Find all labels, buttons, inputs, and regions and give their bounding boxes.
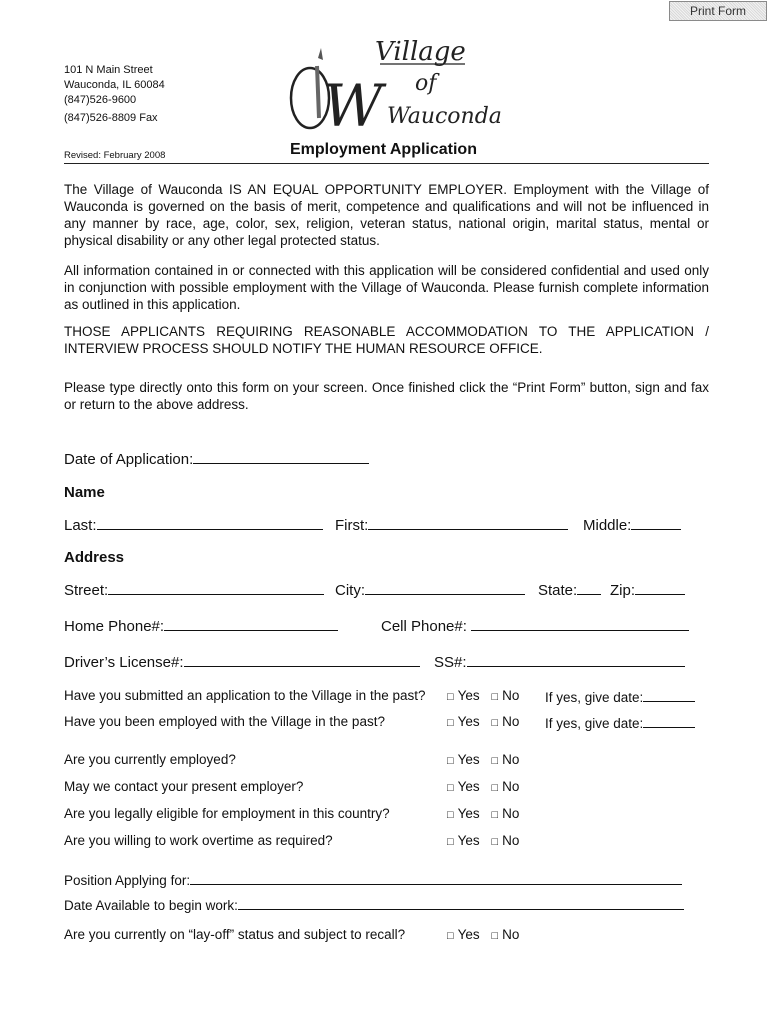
logo-village-text: Village [375, 37, 466, 67]
q-prior-application-date-input[interactable] [643, 688, 695, 702]
no-checkbox[interactable]: □ [491, 930, 499, 942]
title-divider [64, 163, 709, 164]
state-row [538, 579, 601, 599]
date-available-input[interactable] [238, 896, 684, 910]
state-input[interactable] [577, 579, 601, 595]
q-overtime-options [447, 833, 519, 848]
q-prior-application-options [447, 688, 519, 703]
street-input[interactable] [108, 579, 324, 595]
yes-checkbox[interactable]: □ [447, 755, 454, 767]
q-overtime: Are you willing to work overtime as required? [64, 833, 333, 848]
address-street: 101 N Main Street [64, 64, 153, 76]
ss-label: SS#: [434, 654, 467, 671]
instructions-paragraph: Please type directly onto this form on your screen. Once finished click the “Print Form” button, sign and fax or return to the above address. [64, 380, 709, 412]
address-phone: (847)526-9600 [64, 94, 137, 106]
equal-opportunity-paragraph: The Village of Wauconda IS AN EQUAL OPPORTUNITY EMPLOYER. Employment with the Village of Wauconda is governed on the basis of merit, competence and qualifications and will not be influenced in any manner by race, age, color, sex, religion, veteran status, national origin, marital status, mental or physical disability or any other legal protected status. [64, 182, 709, 248]
q-prior-application-date-row [545, 688, 695, 705]
first-name-row [335, 514, 568, 534]
date-available-row [64, 896, 684, 913]
q-layoff: Are you currently on “lay-off” status and subject to recall? [64, 927, 406, 942]
q-layoff-options [447, 927, 519, 942]
no-label: No [502, 833, 520, 848]
q-legally-eligible: Are you legally eligible for employment in this country? [64, 806, 390, 821]
yes-label: Yes [457, 833, 480, 848]
no-label: No [502, 927, 520, 942]
last-name-row [64, 514, 323, 534]
position-row [64, 871, 682, 888]
no-label: No [502, 714, 520, 729]
no-label: No [502, 688, 520, 703]
no-checkbox[interactable]: □ [491, 691, 499, 703]
q-prior-employment: Have you been employed with the Village in the past? [64, 714, 385, 729]
q-prior-application-date-label: If yes, give date: [545, 690, 644, 705]
q-currently-employed-options [447, 752, 519, 767]
street-label: Street: [64, 582, 109, 599]
yes-label: Yes [457, 752, 480, 767]
no-checkbox[interactable]: □ [491, 836, 499, 848]
revised-date: Revised: February 2008 [64, 150, 166, 161]
city-label: City: [335, 582, 365, 599]
print-form-button[interactable]: Print Form [669, 1, 767, 21]
yes-checkbox[interactable]: □ [447, 717, 454, 729]
yes-checkbox[interactable]: □ [447, 782, 454, 794]
zip-label: Zip: [610, 582, 636, 599]
yes-label: Yes [457, 779, 480, 794]
address-heading: Address [64, 549, 125, 566]
no-checkbox[interactable]: □ [491, 755, 499, 767]
zip-input[interactable] [635, 579, 685, 595]
drivers-license-label: Driver’s License#: [64, 654, 184, 671]
q-legally-eligible-options [447, 806, 519, 821]
last-name-label: Last: [64, 517, 97, 534]
no-checkbox[interactable]: □ [491, 717, 499, 729]
yes-label: Yes [457, 806, 480, 821]
zip-row [610, 579, 685, 599]
yes-label: Yes [457, 714, 480, 729]
middle-name-input[interactable] [631, 514, 681, 530]
yes-label: Yes [457, 688, 480, 703]
ss-row [434, 651, 685, 671]
date-available-label: Date Available to begin work: [64, 898, 238, 913]
home-phone-label: Home Phone#: [64, 618, 165, 635]
village-logo [285, 37, 502, 140]
q-prior-employment-date-input[interactable] [643, 714, 695, 728]
middle-name-row [583, 514, 681, 534]
logo-graphic [285, 37, 502, 140]
date-of-application-input[interactable] [193, 448, 369, 464]
logo-wauconda-text: Wauconda [387, 104, 502, 129]
date-of-application-row [64, 448, 369, 468]
no-checkbox[interactable]: □ [491, 809, 499, 821]
city-input[interactable] [365, 579, 525, 595]
logo-of-text: of [415, 71, 437, 96]
drivers-license-row [64, 651, 420, 671]
q-prior-employment-options [447, 714, 519, 729]
no-label: No [502, 752, 520, 767]
ss-input[interactable] [467, 651, 685, 667]
city-row [335, 579, 525, 599]
cell-phone-label: Cell Phone#: [381, 618, 467, 635]
address-fax: (847)526-8809 Fax [64, 112, 158, 124]
no-checkbox[interactable]: □ [491, 782, 499, 794]
middle-name-label: Middle: [583, 517, 632, 534]
confidentiality-paragraph: All information contained in or connected with this application will be considered confidential and used only in conjunction with possible employment with the Village of Wauconda. Please furnish complete information as outlined in this application. [64, 263, 709, 312]
cell-phone-input[interactable] [471, 615, 689, 631]
yes-checkbox[interactable]: □ [447, 930, 454, 942]
page-title: Employment Application [290, 141, 477, 158]
yes-label: Yes [457, 927, 480, 942]
yes-checkbox[interactable]: □ [447, 691, 454, 703]
first-name-input[interactable] [368, 514, 568, 530]
address-city: Wauconda, IL 60084 [64, 79, 165, 91]
last-name-input[interactable] [97, 514, 323, 530]
home-phone-row [64, 615, 338, 635]
date-of-application-label: Date of Application: [64, 451, 194, 468]
position-input[interactable] [190, 871, 682, 885]
q-prior-employment-date-row [545, 714, 695, 731]
drivers-license-input[interactable] [184, 651, 420, 667]
logo-w-initial: W [323, 72, 383, 140]
state-label: State: [538, 582, 578, 599]
home-phone-input[interactable] [164, 615, 338, 631]
q-contact-employer: May we contact your present employer? [64, 779, 304, 794]
q-prior-employment-date-label: If yes, give date: [545, 716, 644, 731]
q-contact-employer-options [447, 779, 519, 794]
no-label: No [502, 779, 520, 794]
street-row [64, 579, 324, 599]
q-prior-application: Have you submitted an application to the Village in the past? [64, 688, 426, 703]
no-label: No [502, 806, 520, 821]
yes-checkbox[interactable]: □ [447, 809, 454, 821]
q-currently-employed: Are you currently employed? [64, 752, 236, 767]
first-name-label: First: [335, 517, 369, 534]
cell-phone-row [381, 615, 689, 635]
accommodation-paragraph: THOSE APPLICANTS REQUIRING REASONABLE ACCOMMODATION TO THE APPLICATION / INTERVIEW PROCESS SHOULD NOTIFY THE HUMAN RESOURCE OFFICE. [64, 324, 709, 356]
position-label: Position Applying for: [64, 873, 191, 888]
name-heading: Name [64, 484, 105, 501]
yes-checkbox[interactable]: □ [447, 836, 454, 848]
